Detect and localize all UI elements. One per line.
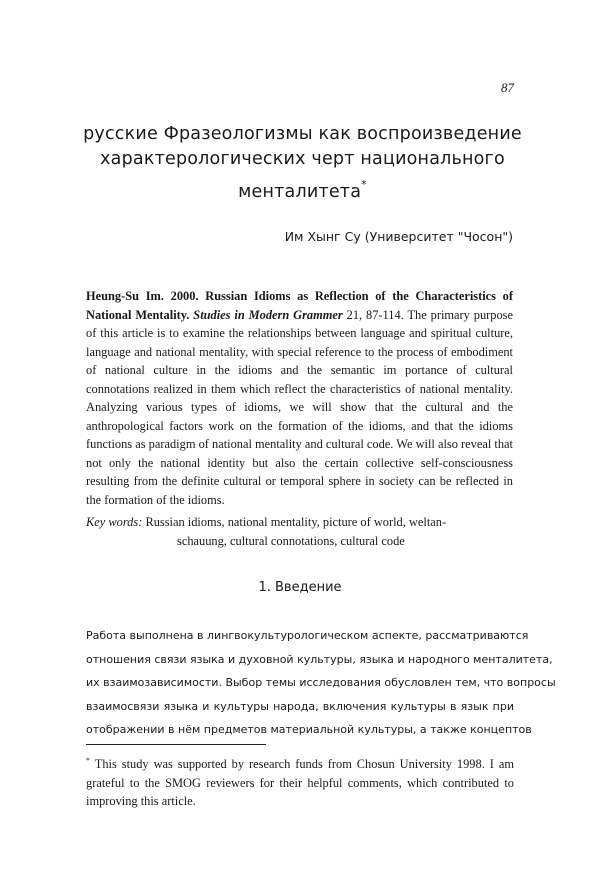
title-line-3-text: менталитета xyxy=(238,182,362,202)
section-heading: 1. Введение xyxy=(258,580,342,595)
abstract-text: The primary purpose of this article is to examine the relationships between language and spiritual culture, language and national mentality, with special reference to the process of embodiment of national culture in the idioms and the semantic im portance of cultural connotations realized in them which reflect the characteristics of national mentality. Analyzing various types of idioms, we will show that the cultural and the anthropological factors work on the formation of the idioms, and that the idioms functions as paradigm of national mentality and cultural code. We will also reveal that not only the national identity but also the certain collective self-consciousness resulting from the definite cultural or temporal sphere in society can be reflected in the formation of the idioms. xyxy=(86,307,513,507)
abstract-citation: Heung-Su Im. 2000. Russian Idioms as Reflection of the Characteristics of National Mentality. xyxy=(86,289,513,322)
body-line: отображении в нём предметов материальной культуры, а также концептов xyxy=(86,723,532,736)
keywords-line-1: Russian idioms, national mentality, picture of world, weltan- xyxy=(145,515,447,529)
author-affiliation: Им Хынг Су (Университет "Чосон") xyxy=(284,229,513,244)
body-line: отношения связи языка и духовной культуры, языка и народного менталитета, xyxy=(86,652,553,666)
abstract xyxy=(86,287,513,509)
keywords-line-2: schauung, cultural connotations, cultural code xyxy=(177,534,405,548)
title-line-2: характерологических черт национального xyxy=(100,149,505,169)
section-body xyxy=(86,624,556,742)
keywords xyxy=(86,513,513,551)
page-number: 87 xyxy=(501,80,514,95)
body-line: Работа выполнена в лингвокультурологическом аспекте, рассматриваются xyxy=(86,629,529,642)
abstract-volume-pages: 21, 87-114. xyxy=(346,307,404,322)
title-line-1: русские Фразеологизмы как воспроизведение xyxy=(83,124,522,144)
footnote xyxy=(86,752,514,811)
title-line-3 xyxy=(60,172,545,205)
footnote-divider xyxy=(86,744,266,745)
title-footnote-marker: * xyxy=(361,178,367,191)
footnote-text: This study was supported by research funds from Chosun University 1998. I am grateful to the SMOG reviewers for their helpful comments, which contributed to improving this article. xyxy=(86,757,514,808)
footnote-marker: * xyxy=(86,756,90,765)
body-line: взаимосвязи языка и культуры народа, включения культуры в язык при xyxy=(86,699,514,713)
abstract-journal: Studies in Modern Grammer xyxy=(193,307,343,322)
keywords-label: Key words: xyxy=(86,515,143,529)
body-line: их взаимозависимости. Выбор темы исследования обусловлен тем, что вопросы xyxy=(86,676,556,689)
